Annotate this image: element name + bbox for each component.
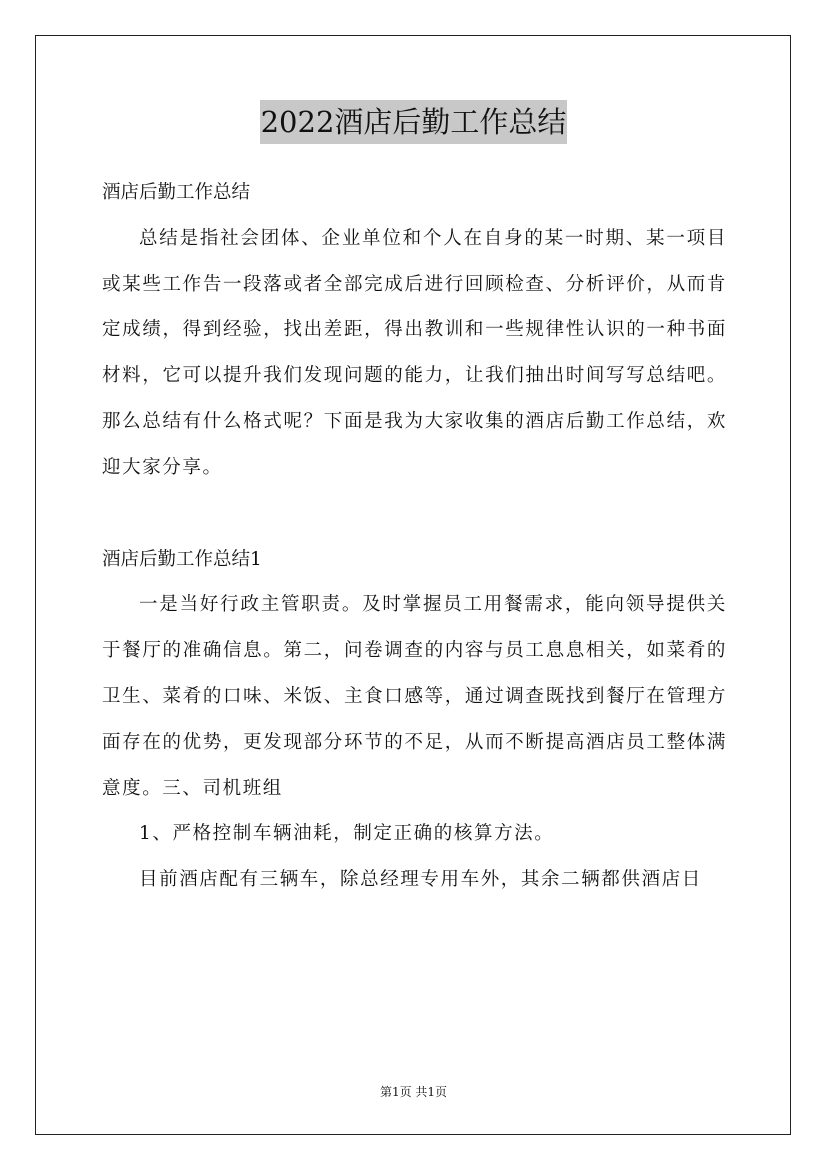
section-paragraph-3: 目前酒店配有三辆车，除总经理专用车外，其余二辆都供酒店日 (139, 869, 702, 891)
page-footer: 第1页 共1页 (379, 1085, 448, 1099)
document-title (0, 100, 827, 144)
section-paragraph-2: 1、严格控制车辆油耗，制定正确的核算方法。 (139, 823, 555, 845)
section-heading: 酒店后勤工作总结1 (102, 548, 262, 570)
intro-paragraph: 总结是指社会团体、企业单位和个人在自身的某一时期、某一项目或某些工作告一段落或者全部完成后进行回顾检查、分析评价，从而肯定成绩，得到经验，找出差距，得出教训和一些规律性认识的一种书面材料，它可以提升我们发现问题的能力，让我们抽出时间写写总结吧。那么总结有什么格式呢？下面是我为大家收集的酒店后勤工作总结，欢迎大家分享。 (102, 227, 727, 478)
document-subtitle: 酒店后勤工作总结 (102, 182, 251, 203)
document-title-text: 2022酒店后勤工作总结 (260, 100, 568, 144)
document-body (102, 170, 727, 903)
section-spacer (102, 491, 727, 537)
section-paragraph-1: 一是当好行政主管职责。及时掌握员工用餐需求，能向领导提供关于餐厅的准确信息。第二，问卷调查的内容与员工息息相关，如菜肴的卫生、菜肴的口味、米饭、主食口感等，通过调查既找到餐厅在管理方面存在的优势，更发现部分环节的不足，从而不断提高酒店员工整体满意度。三、司机班组 (102, 594, 727, 799)
